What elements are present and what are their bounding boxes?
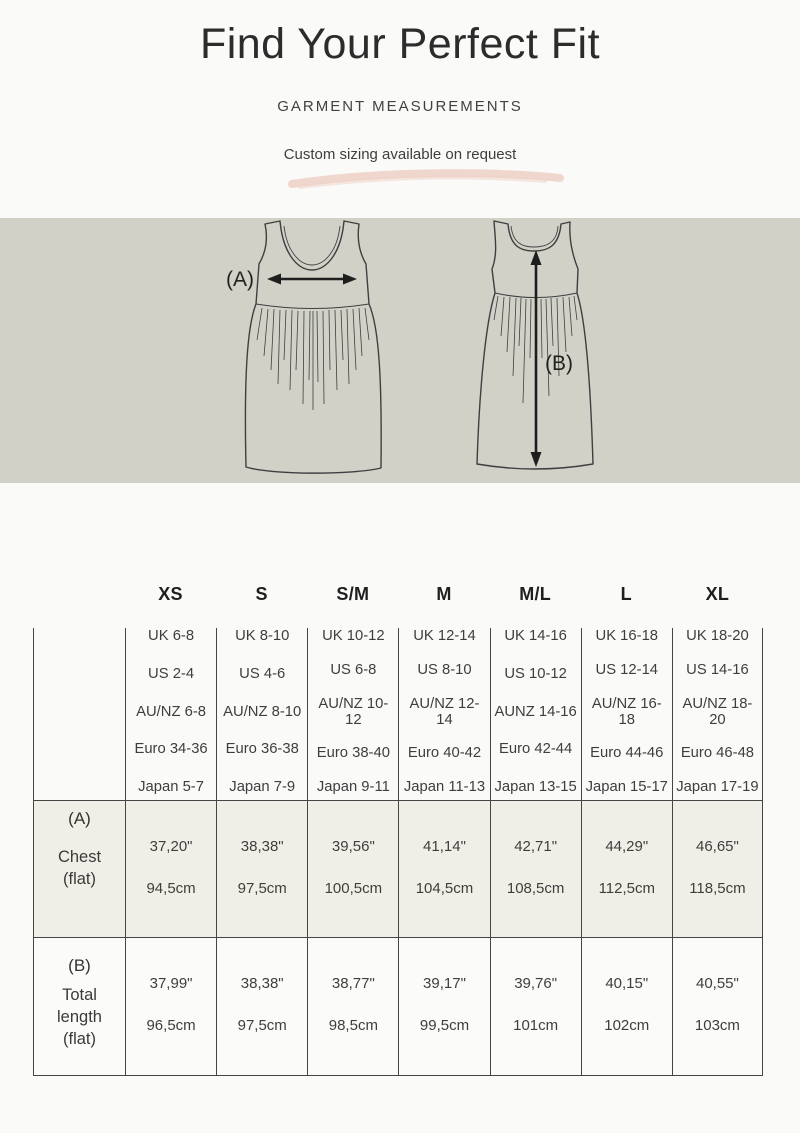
us-size: US 2-4 xyxy=(148,665,195,682)
length-cell-xs xyxy=(125,937,216,1076)
uk-size: UK 6-8 xyxy=(148,628,195,644)
chest-row-tag: (A) xyxy=(68,809,91,828)
page-title: Find Your Perfect Fit xyxy=(199,20,601,68)
length-cm: 96,5cm xyxy=(146,1017,196,1034)
chest-inches: 42,71" xyxy=(514,838,558,855)
euro-size: Euro 34-36 xyxy=(134,741,208,758)
japan-size: Japan 7-9 xyxy=(229,779,296,795)
chest-cm: 100,5cm xyxy=(324,880,383,897)
dress-diagram-svg xyxy=(0,218,800,483)
uk-size: UK 12-14 xyxy=(413,628,476,644)
custom-sizing-note: Custom sizing available on request xyxy=(283,146,517,163)
aunz-size: AU/NZ 16-18 xyxy=(591,695,662,728)
uk-size: UK 14-16 xyxy=(504,628,567,644)
length-cm: 101cm xyxy=(513,1017,559,1034)
euro-size: Euro 42-44 xyxy=(499,741,573,758)
length-inches: 39,17" xyxy=(423,975,466,992)
intl-sizes-cell-ml xyxy=(490,628,581,800)
length-cell-ml xyxy=(490,937,581,1076)
size-header-m: M xyxy=(436,583,452,604)
chest-cell-m xyxy=(398,800,489,937)
length-inches: 40,55" xyxy=(695,975,739,992)
size-header-sm: S/M xyxy=(336,583,370,604)
chest-inches: 39,56" xyxy=(331,838,375,855)
length-inches: 39,76" xyxy=(514,975,558,992)
aunz-size: AUNZ 14-16 xyxy=(494,703,577,720)
length-cell-l xyxy=(581,937,672,1076)
chest-row-name: Chest (flat) xyxy=(57,848,102,888)
brush-stroke-svg xyxy=(0,166,800,194)
size-header-ml: M/L xyxy=(519,583,552,604)
chest-cell-s xyxy=(216,800,307,937)
intl-sizes-cell-xl xyxy=(672,628,763,800)
intl-sizes-cell-xs xyxy=(125,628,216,800)
aunz-size: AU/NZ 10-12 xyxy=(318,695,389,728)
intl-sizes-cell-sm xyxy=(307,628,398,800)
length-cm: 102cm xyxy=(604,1017,650,1034)
length-inches: 38,77" xyxy=(331,975,375,992)
length-cell-xl xyxy=(672,937,763,1076)
chest-cm: 112,5cm xyxy=(598,880,655,897)
chest-cm: 94,5cm xyxy=(146,880,196,897)
chest-inches: 44,29" xyxy=(605,838,649,855)
chest-width-arrow xyxy=(267,274,357,285)
section-subtitle: GARMENT MEASUREMENTS xyxy=(277,98,523,115)
length-inches: 38,38" xyxy=(240,975,284,992)
japan-size: Japan 9-11 xyxy=(316,779,390,795)
us-size: US 6-8 xyxy=(330,661,377,678)
brush-stroke-decoration xyxy=(0,166,800,194)
corner-cell xyxy=(33,560,125,628)
length-cell-m xyxy=(398,937,489,1076)
total-length-arrow xyxy=(531,250,542,467)
chest-row-label xyxy=(33,800,125,937)
length-cm: 98,5cm xyxy=(328,1017,378,1034)
euro-size: Euro 46-48 xyxy=(680,745,755,762)
length-inches: 40,15" xyxy=(605,975,649,992)
euro-size: Euro 38-40 xyxy=(316,745,390,762)
aunz-size: AU/NZ 18-20 xyxy=(682,695,753,728)
chest-cell-l xyxy=(581,800,672,937)
size-header-l: L xyxy=(620,583,632,604)
aunz-size: AU/NZ 12-14 xyxy=(409,695,480,728)
length-measure-label: (B) xyxy=(545,352,573,375)
us-size: US 8-10 xyxy=(417,661,472,678)
length-cm: 103cm xyxy=(694,1017,740,1034)
euro-size: Euro 36-38 xyxy=(225,741,299,758)
length-inches: 37,99" xyxy=(149,975,193,992)
euro-size: Euro 40-42 xyxy=(407,745,482,762)
chest-inches: 37,20" xyxy=(149,838,193,855)
us-size: US 10-12 xyxy=(504,665,567,682)
japan-size: Japan 15-17 xyxy=(585,779,668,795)
uk-size: UK 18-20 xyxy=(686,628,749,644)
dress-front-illustration xyxy=(245,221,381,473)
japan-size: Japan 5-7 xyxy=(138,779,204,795)
intl-sizes-cell-m xyxy=(398,628,489,800)
chest-cell-xs xyxy=(125,800,216,937)
us-size: US 12-14 xyxy=(595,661,659,678)
length-row-tag: (B) xyxy=(68,956,91,975)
chest-cm: 118,5cm xyxy=(689,880,746,897)
size-header-xl: XL xyxy=(705,583,730,604)
euro-size: Euro 44-46 xyxy=(590,745,664,762)
intl-sizes-cell-l xyxy=(581,628,672,800)
chest-cell-ml xyxy=(490,800,581,937)
length-cell-s xyxy=(216,937,307,1076)
uk-size: UK 10-12 xyxy=(322,628,385,644)
us-size: US 14-16 xyxy=(686,661,749,678)
chest-inches: 41,14" xyxy=(423,838,466,855)
length-cm: 99,5cm xyxy=(419,1017,470,1034)
chest-measure-label: (A) xyxy=(226,268,254,291)
chest-cell-xl xyxy=(672,800,763,937)
chest-cm: 97,5cm xyxy=(237,880,287,897)
aunz-size: AU/NZ 6-8 xyxy=(136,703,207,720)
length-cm: 97,5cm xyxy=(237,1017,287,1034)
chest-cell-sm xyxy=(307,800,398,937)
chest-inches: 46,65" xyxy=(695,838,739,855)
length-row-name: Total length (flat) xyxy=(57,986,102,1048)
intl-sizes-cell-s xyxy=(216,628,307,800)
us-size: US 4-6 xyxy=(239,665,286,682)
chest-cm: 104,5cm xyxy=(415,880,474,897)
japan-size: Japan 17-19 xyxy=(676,779,759,795)
intl-sizes-row-label xyxy=(33,628,125,800)
size-header-xs: XS xyxy=(158,583,183,604)
uk-size: UK 8-10 xyxy=(235,628,290,644)
chest-cm: 108,5cm xyxy=(506,880,565,897)
japan-size: Japan 11-13 xyxy=(403,779,486,795)
chest-inches: 38,38" xyxy=(240,838,284,855)
uk-size: UK 16-18 xyxy=(595,628,659,644)
size-chart-table xyxy=(33,560,763,1076)
measurement-diagram-band xyxy=(0,218,800,483)
size-header-s: S xyxy=(255,583,268,604)
japan-size: Japan 13-15 xyxy=(494,779,577,795)
length-cell-sm xyxy=(307,937,398,1076)
aunz-size: AU/NZ 8-10 xyxy=(223,703,302,720)
length-row-label xyxy=(33,937,125,1076)
